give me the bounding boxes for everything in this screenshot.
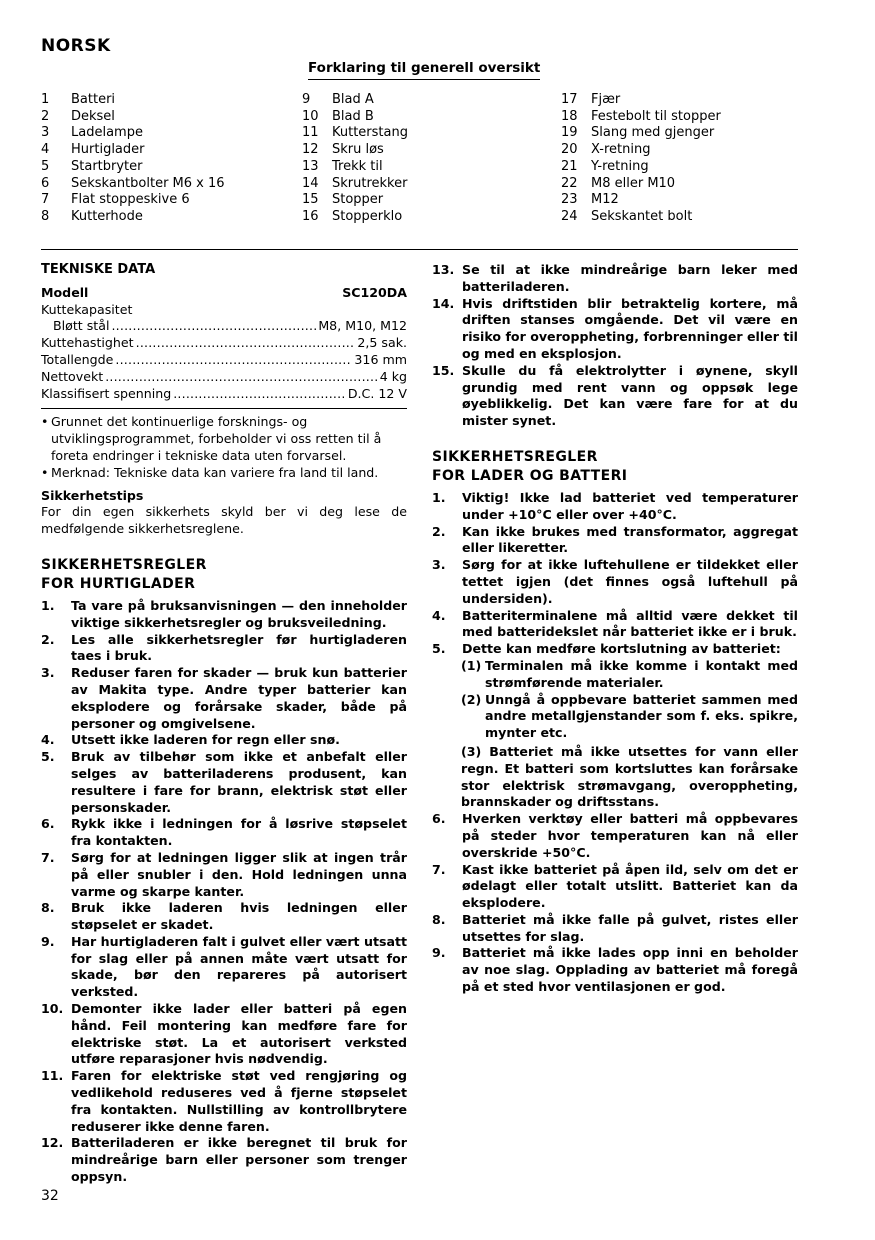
legend-item-label: Kutterstang — [332, 125, 408, 141]
charger-rules-heading-2: FOR HURTIGLADER — [41, 575, 196, 592]
legend-item-number: 5 — [41, 158, 50, 174]
charger-rule-item — [41, 1001, 407, 1068]
battery-sub-item-3: (3) Batteriet må ikke utsettes for vann eller regn. Et batteri som kortsluttes kan forårsake stor elektrisk strømavgang, overoppheting, brannskader og driftsstans. — [461, 743, 798, 810]
legend-item-label: Flat stoppeskive 6 — [71, 192, 190, 208]
battery-rule-item — [432, 641, 798, 658]
spec-value: D.C. 12 V — [347, 385, 407, 401]
legend-item-number: 18 — [561, 108, 578, 124]
legend-item-label: Skru løs — [332, 142, 384, 158]
legend-item — [302, 92, 408, 109]
item-number: 4. — [41, 732, 55, 748]
battery-sub-item — [432, 692, 798, 742]
note-item — [41, 414, 407, 464]
battery-rule-item — [432, 811, 798, 861]
right-column — [432, 262, 798, 996]
page-language-heading: NORSK — [41, 36, 111, 56]
legend-item-label: Batteri — [71, 92, 116, 107]
legend-item-number: 4 — [41, 142, 50, 158]
legend-item — [561, 92, 721, 109]
legend-item-number: 22 — [561, 175, 578, 191]
charger-rule-item — [41, 816, 407, 850]
legend-item — [302, 192, 408, 209]
charger-rule-item — [41, 598, 407, 632]
legend-item — [561, 192, 721, 209]
legend-item-label: Sekskantet bolt — [591, 208, 693, 224]
item-text: Bruk av tilbehør som ikke et anbefalt eller selges av batteriladerens produsent, kan resultere i fare for brann, elektrisk støt eller personskader. — [71, 749, 407, 815]
spec-label: Bløtt stål — [53, 318, 110, 334]
spec-label: Klassifisert spenning — [41, 385, 172, 401]
spec-leader-dots — [115, 352, 352, 369]
left-column — [41, 262, 407, 1186]
item-number: 3. — [41, 665, 55, 681]
legend-column-3 — [561, 92, 721, 226]
legend-item-number: 24 — [561, 208, 578, 224]
item-number: 9. — [432, 945, 446, 961]
legend-item-label: M12 — [591, 192, 619, 208]
note-text: Grunnet det kontinuerlige forsknings- og utviklingsprogrammet, forbeholder vi oss retten til å foreta endringer i tekniske data uten forvarsel. — [51, 414, 382, 463]
legend-item — [302, 159, 408, 176]
item-number: 1. — [41, 597, 55, 613]
legend-item — [561, 125, 721, 142]
spec-leader-dots — [105, 369, 378, 386]
legend-item-number: 6 — [41, 175, 50, 191]
model-row — [41, 285, 407, 302]
charger-rule-item — [432, 363, 798, 430]
legend-item-label: Ladelampe — [71, 125, 143, 141]
item-number: 4. — [432, 607, 446, 623]
spec-divider — [41, 408, 407, 409]
battery-rule-item — [432, 912, 798, 946]
item-number: 10. — [41, 1001, 64, 1017]
battery-rule-item — [432, 608, 798, 642]
legend-item — [561, 176, 721, 193]
charger-rule-item — [41, 1068, 407, 1135]
note-item — [41, 465, 407, 482]
battery-rule-item — [432, 945, 798, 995]
spec-row — [41, 318, 407, 335]
legend-item — [302, 176, 408, 193]
legend-item-number: 10 — [302, 108, 319, 124]
spec-label: Nettovekt — [41, 368, 104, 384]
sub-item-text: Terminalen må ikke komme i kontakt med strømførende materialer. — [485, 657, 798, 690]
legend-item — [41, 192, 225, 209]
charger-rule-item — [41, 632, 407, 666]
legend-item-label: Blad B — [332, 108, 374, 124]
sub-item-number: (1) — [461, 657, 482, 673]
legend-item-label: Startbryter — [71, 158, 143, 174]
item-text: Bruk ikke laderen hvis ledningen eller støpselet er skadet. — [71, 900, 407, 933]
legend-item — [302, 142, 408, 159]
charger-rule-item — [41, 850, 407, 900]
legend-item — [41, 159, 225, 176]
spec-list — [41, 318, 407, 402]
spec-row — [41, 352, 407, 369]
item-text: Reduser faren for skader — bruk kun batterier av Makita type. Andre typer batterier kan eksplodere og forårsake skader, både på personer og omgivelsene. — [71, 665, 407, 731]
legend-item-number: 13 — [302, 158, 319, 174]
item-number: 6. — [41, 816, 55, 832]
item-text: Batteriterminalene må alltid være dekket til med batteridekslet når batteriet ikke er i bruk. — [462, 607, 798, 640]
item-number: 11. — [41, 1068, 64, 1084]
legend-item — [41, 142, 225, 159]
legend-item-label: M8 eller M10 — [591, 175, 676, 191]
spec-row — [41, 369, 407, 386]
item-number: 5. — [41, 749, 55, 765]
charger-rule-item — [41, 1135, 407, 1185]
charger-rule-item — [432, 296, 798, 363]
legend-item-label: Kutterhode — [71, 208, 143, 224]
legend-item-number: 19 — [561, 125, 578, 141]
battery-rules-heading-1: SIKKERHETSREGLER — [432, 448, 598, 465]
charger-rule-item — [41, 732, 407, 749]
spec-value: 316 mm — [354, 351, 407, 367]
battery-rule-item — [432, 490, 798, 524]
spec-label: Kuttehastighet — [41, 335, 134, 351]
item-number: 8. — [41, 900, 55, 916]
item-text: Batteriet må ikke falle på gulvet, ristes eller utsettes for slag. — [462, 911, 798, 944]
battery-rules-list — [432, 490, 798, 996]
item-text: Kast ikke batteriet på åpen ild, selv om det er ødelagt eller totalt utslitt. Batteriet kan da eksplodere. — [462, 861, 798, 911]
legend-item — [561, 209, 721, 226]
page-number: 32 — [41, 1188, 59, 1204]
legend-item — [41, 92, 225, 109]
legend-item — [41, 176, 225, 193]
item-number: 13. — [432, 262, 455, 277]
legend-item-number: 15 — [302, 192, 319, 208]
legend-column-2 — [302, 92, 408, 226]
item-text: Har hurtigladeren falt i gulvet eller vært utsatt for slag eller på annen måte vært utsatt for skade, bør den repareres på autorisert verksted. — [71, 933, 407, 1000]
legend-item — [561, 142, 721, 159]
charger-rule-item — [432, 262, 798, 296]
spec-label: Totallengde — [41, 351, 114, 367]
spec-row — [41, 386, 407, 403]
battery-rule-item — [432, 524, 798, 558]
item-text: Sørg for at ikke luftehullene er tildekket eller tettet igjen (det finnes også luftehull på undersiden). — [462, 557, 798, 606]
spec-value: 4 kg — [379, 368, 407, 384]
tips-text: For din egen sikkerhets skyld ber vi deg lese de medfølgende sikkerhetsreglene. — [41, 504, 407, 537]
item-number: 5. — [432, 641, 446, 657]
item-text: Rykk ikke i ledningen for å løsrive støpselet fra kontakten. — [71, 816, 407, 849]
charger-rules-list — [41, 598, 407, 1186]
legend-item-number: 8 — [41, 208, 50, 224]
model-value: SC120DA — [342, 284, 407, 300]
legend-item-number: 20 — [561, 142, 578, 158]
legend-item-label: Festebolt til stopper — [591, 108, 721, 124]
legend-item-number: 17 — [561, 92, 578, 107]
legend-item-label: Skrutrekker — [332, 175, 408, 191]
item-number: 9. — [41, 933, 55, 949]
item-number: 12. — [41, 1135, 64, 1151]
legend-item-number: 21 — [561, 158, 578, 174]
legend-item-label: Fjær — [591, 92, 621, 107]
item-number: 2. — [41, 631, 55, 647]
legend-item-number: 14 — [302, 175, 319, 191]
charger-rule-item — [41, 934, 407, 1001]
legend-item — [302, 125, 408, 142]
spec-leader-dots — [173, 386, 346, 403]
spec-value: 2,5 sak. — [357, 335, 407, 351]
tips-heading: Sikkerhetstips — [41, 487, 144, 503]
item-number: 7. — [432, 861, 446, 877]
sub-item-text: Unngå å oppbevare batteriet sammen med andre metallgjenstander som f. eks. spikre, mynter etc. — [485, 691, 798, 741]
legend-item-label: X-retning — [591, 142, 651, 158]
legend-item — [302, 209, 408, 226]
legend-item-label: Hurtiglader — [71, 142, 145, 158]
item-number: 6. — [432, 811, 446, 827]
item-text: Viktig! Ikke lad batteriet ved temperaturer under +10°C eller over +40°C. — [462, 489, 798, 522]
item-number: 7. — [41, 849, 55, 865]
item-text: Les alle sikkerhetsregler før hurtigladeren taes i bruk. — [71, 631, 407, 664]
item-text: Hvis driftstiden blir betraktelig kortere, må driften stanses omgående. Det vil være en risiko for overoppheting, forbrenninger eller til og med en eksplosjon. — [462, 295, 798, 361]
legend-item-number: 1 — [41, 92, 50, 107]
charger-rule-item — [41, 665, 407, 732]
legend-item-number: 23 — [561, 192, 578, 208]
legend-item — [41, 125, 225, 142]
legend-item-label: Sekskantbolter M6 x 16 — [71, 175, 225, 191]
battery-rules-heading-2: FOR LADER OG BATTERI — [432, 467, 628, 484]
legend-item-number: 12 — [302, 142, 319, 158]
item-text: Demonter ikke lader eller batteri på egen hånd. Feil montering kan medføre fare for elektriske støt. La et autorisert verksted utføre reparasjoner hvis nødvendig. — [71, 1001, 407, 1067]
spec-leader-dots — [136, 335, 356, 352]
legend-item — [41, 209, 225, 226]
legend-item — [302, 109, 408, 126]
legend-item-label: Slang med gjenger — [591, 125, 715, 141]
legend-item — [561, 159, 721, 176]
item-text: Batteriet må ikke lades opp inni en beholder av noe slag. Opplading av batteriet må foregå på et sted hvor ventilasjonen er god. — [462, 945, 798, 995]
item-text: Sørg for at ledningen ligger slik at ingen trår på eller snubler i den. Hold ledningen unna varme og skarpe kanter. — [71, 849, 407, 899]
legend-item-number: 3 — [41, 125, 50, 141]
spec-row — [41, 335, 407, 352]
legend-item-label: Stopperklo — [332, 208, 403, 224]
item-text: Ta vare på bruksanvisningen — den inneholder viktige sikkerhetsregler og bruksveiledning. — [71, 597, 407, 630]
item-text: Hverken verktøy eller batteri må oppbevares på steder hvor temperaturen kan nå eller overskride +50°C. — [462, 811, 798, 860]
bullet-symbol: • — [41, 464, 49, 480]
item-number: 14. — [432, 295, 455, 311]
item-text: Utsett ikke laderen for regn eller snø. — [71, 732, 340, 748]
legend-item-label: Y-retning — [591, 158, 649, 174]
note-text: Merknad: Tekniske data kan variere fra land til land. — [51, 464, 379, 480]
item-text: Se til at ikke mindreårige barn leker med batteriladeren. — [462, 262, 798, 294]
sub-item-number: (2) — [461, 691, 482, 707]
item-text: Batteriladeren er ikke beregnet til bruk for mindreårige barn eller personer som trenger oppsyn. — [71, 1135, 407, 1185]
legend-item-number: 16 — [302, 208, 319, 224]
legend-item-label: Blad A — [332, 92, 374, 107]
spec-leader-dots — [111, 318, 316, 335]
item-text: Kan ikke brukes med transformator, aggregat eller likeretter. — [462, 523, 798, 556]
item-number: 15. — [432, 362, 455, 378]
tech-data-heading: TEKNISKE DATA — [41, 262, 156, 277]
item-text: Dette kan medføre kortslutning av batteriet: — [462, 641, 781, 657]
legend-item-number: 2 — [41, 108, 50, 124]
model-label: Modell — [41, 284, 89, 300]
legend-item — [41, 109, 225, 126]
item-number: 2. — [432, 523, 446, 539]
item-text: Faren for elektriske støt ved rengjøring og vedlikehold reduseres ved å fjerne støpselet fra kontakten. Nullstilling av kontrollbrytere reduserer ikke denne faren. — [71, 1068, 407, 1134]
legend-item-label: Stopper — [332, 192, 384, 208]
legend-column-1 — [41, 92, 225, 226]
legend-item-label: Trekk til — [332, 158, 383, 174]
capacity-label: Kuttekapasitet — [41, 301, 133, 317]
charger-rule-item — [41, 900, 407, 934]
charger-rules-list-continued — [432, 262, 798, 430]
spec-value: M8, M10, M12 — [318, 318, 407, 334]
legend-item-label: Deksel — [71, 108, 115, 124]
bullet-symbol: • — [41, 414, 49, 430]
legend-item — [561, 109, 721, 126]
overview-title: Forklaring til generell oversikt — [308, 60, 540, 80]
battery-sub-item — [432, 658, 798, 692]
charger-rules-heading-1: SIKKERHETSREGLER — [41, 556, 207, 573]
charger-rule-item — [41, 749, 407, 816]
battery-rule-item — [432, 557, 798, 607]
section-divider — [41, 249, 798, 250]
item-text: Skulle du få elektrolytter i øynene, skyll grundig med rent vann og oppsøk lege øyeblikkelig. Det kan være fare for at du mister synet. — [462, 362, 798, 429]
item-number: 8. — [432, 911, 446, 927]
legend-item-number: 11 — [302, 125, 319, 141]
item-number: 1. — [432, 489, 446, 505]
legend-item-number: 7 — [41, 192, 50, 208]
item-number: 3. — [432, 557, 446, 573]
tech-notes — [41, 414, 407, 481]
legend-item-number: 9 — [302, 92, 311, 107]
battery-rule-item — [432, 862, 798, 912]
